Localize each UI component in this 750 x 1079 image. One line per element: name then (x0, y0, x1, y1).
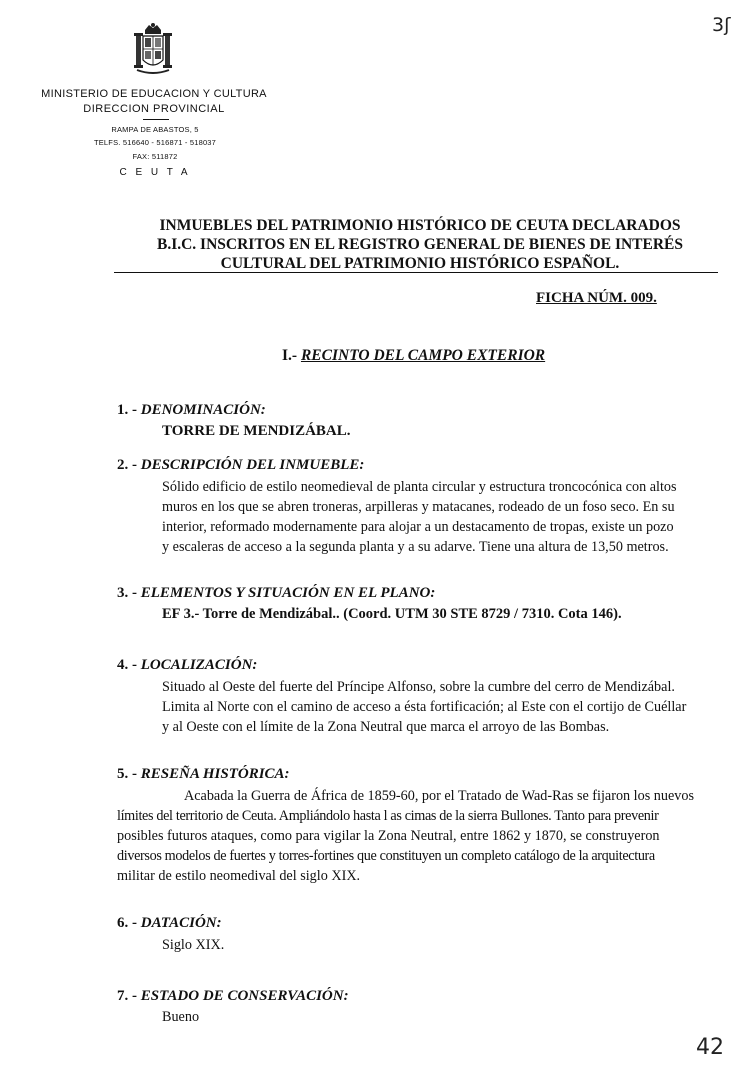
item-number: 1. - (117, 402, 137, 418)
document-title-line-1: INMUEBLES DEL PATRIMONIO HISTÓRICO DE CEUTA DECLARADOS (159, 217, 681, 234)
fax-line: FAX: 511872 (132, 152, 178, 161)
item-number: 7. - (117, 988, 137, 1004)
denominacion-value: TORRE DE MENDIZÁBAL. (162, 423, 351, 439)
title-underline (114, 272, 718, 273)
resena-line: posibles futuros ataques, como para vigilar la Zona Neutral, entre 1862 y 1870, se construyeron (117, 828, 660, 844)
ficha-number: FICHA NÚM. 009. (536, 290, 657, 306)
ministry-name: MINISTERIO DE EDUCACION Y CULTURA (41, 88, 267, 100)
item-number: 3. - (117, 585, 137, 601)
descripcion-line: muros en los que se abren troneras, arpilleras y matacanes, rodeado de un foso seco. En su (162, 499, 675, 515)
resena-line: militar de estilo neomedival del siglo XIX. (117, 868, 361, 884)
item-heading-resena (117, 766, 290, 783)
item-heading-elementos (117, 585, 435, 602)
item-number: 5. - (117, 766, 137, 782)
item-label: ELEMENTOS Y SITUACIÓN EN EL PLANO: (140, 585, 436, 601)
item-label: DESCRIPCIÓN DEL INMUEBLE: (140, 457, 365, 473)
item-label: DENOMINACIÓN: (140, 402, 266, 418)
item-heading-descripcion (117, 457, 364, 474)
elementos-value: EF 3.- Torre de Mendizábal.. (Coord. UTM 30 STE 8729 / 7310. Cota 146). (162, 606, 622, 622)
document-title-line-2: B.I.C. INSCRITOS EN EL REGISTRO GENERAL DE BIENES DE INTERÉS (156, 236, 684, 253)
item-heading-datacion (117, 915, 222, 932)
section-name: RECINTO DEL CAMPO EXTERIOR (300, 347, 546, 364)
localizacion-line: Situado al Oeste del fuerte del Príncipe Alfonso, sobre la cumbre del cerro de Mendizábal. (162, 679, 675, 695)
city-name: C E U T A (119, 167, 191, 178)
coat-of-arms-emblem (133, 22, 173, 78)
office-name: DIRECCION PROVINCIAL (83, 103, 225, 115)
item-number: 6. - (117, 915, 137, 931)
item-heading-estado (117, 988, 349, 1005)
handwritten-page-number: 42 (696, 1035, 724, 1060)
handwritten-page-mark: 3ʃ (712, 14, 731, 36)
item-heading-denominacion (117, 402, 266, 419)
estado-value: Bueno (162, 1009, 200, 1025)
descripcion-line: y escaleras de acceso a la segunda planta y a su adarve. Tiene una altura de 13,50 metros. (162, 539, 669, 555)
datacion-value: Siglo XIX. (162, 937, 225, 953)
item-number: 2. - (117, 457, 137, 473)
item-label: ESTADO DE CONSERVACIÓN: (140, 988, 349, 1004)
phone-line: TELFS. 516640 - 516871 - 518037 (93, 138, 217, 147)
section-heading (282, 347, 545, 365)
localizacion-line: Limita al Norte con el camino de acceso a ésta fortificación; al Este con el cortijo de Cuéllar (162, 699, 687, 715)
resena-line: límites del territorio de Ceuta. Ampliándolo hasta l as cimas de la sierra Bullones. Tanto para prevenir (117, 808, 659, 824)
document-title-line-3: CULTURAL DEL PATRIMONIO HISTÓRICO ESPAÑOL. (220, 255, 620, 272)
item-label: LOCALIZACIÓN: (140, 657, 258, 673)
resena-line: diversos modelos de fuertes y torres-fortines que constituyen un completo catálogo de la arquitectura (117, 848, 655, 864)
address-line: RAMPA DE ABASTOS, 5 (111, 125, 199, 134)
item-label: DATACIÓN: (140, 915, 222, 931)
letterhead-divider (143, 119, 169, 120)
section-number: I.- (282, 347, 298, 364)
item-label: RESEÑA HISTÓRICA: (140, 766, 290, 782)
localizacion-line: y al Oeste con el límite de la Zona Neutral que marca el arroyo de las Bombas. (162, 719, 610, 735)
resena-line: Acabada la Guerra de África de 1859-60, por el Tratado de Wad-Ras se fijaron los nuevos (184, 788, 694, 804)
descripcion-line: interior, reformado modernamente para alojar a un destacamento de tropas, existe un pozo (162, 519, 674, 535)
item-number: 4. - (117, 657, 137, 673)
descripcion-line: Sólido edificio de estilo neomedieval de planta circular y estructura troncocónica con altos (162, 479, 677, 495)
item-heading-localizacion (117, 657, 257, 674)
